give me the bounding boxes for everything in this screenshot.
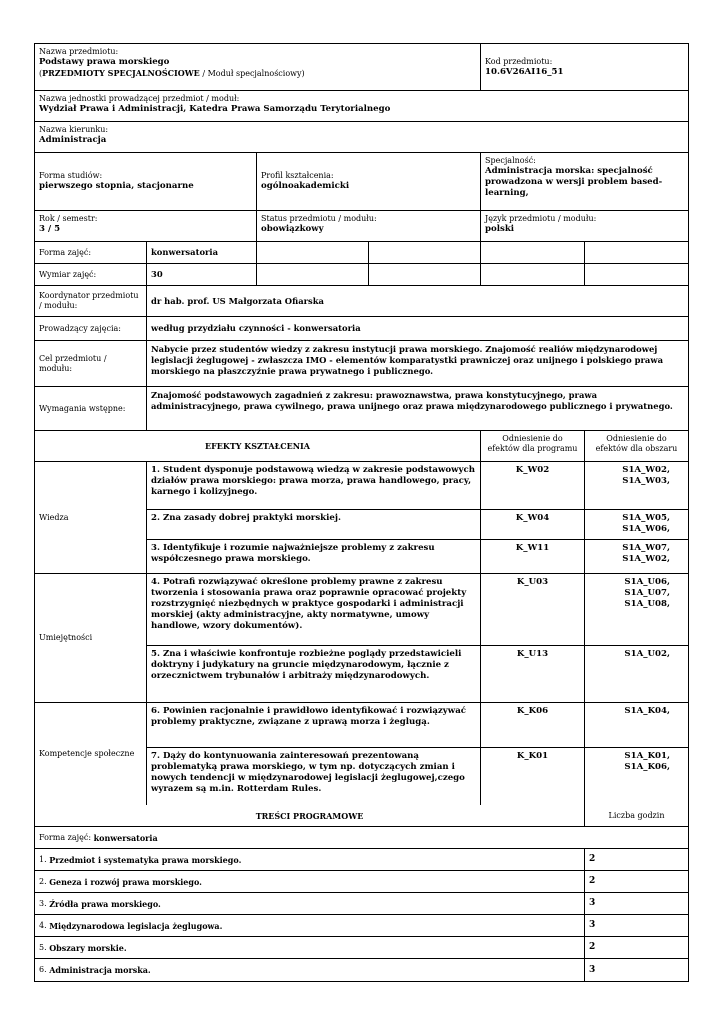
effects-group-name-cell: [35, 462, 147, 573]
goal-label-cell: [35, 341, 147, 386]
course-code-cell: [481, 44, 688, 90]
program-form-row: [35, 827, 688, 849]
topic-hours: 2: [589, 942, 596, 952]
effect-area-ref: S1A_W07, S1A_W02,: [622, 543, 670, 564]
class-form-value: konwersatoria: [151, 247, 219, 257]
requirements-label: Wymagania wstępne:: [39, 403, 126, 413]
effect-program-ref: K_W02: [481, 462, 585, 509]
topic-number: 1.: [39, 854, 50, 864]
course-category: PRZEDMIOTY SPECJALNOŚCIOWE: [42, 68, 200, 78]
goal-value: Nabycie przez studentów wiedzy z zakresu instytucji prawa morskiego. Znajomość realiów międzynarodowej legislacji żeglugowej - zwłaszcza IMO - elementów komparatystki prawniczej oraz unijnego i polskiego prawa morskiego na płaszczyźnie prawa prywatnego i publicznego.: [151, 344, 663, 376]
topic-row: [35, 893, 688, 915]
specialization-cell: [481, 153, 688, 210]
effects-header-row: [35, 431, 688, 462]
field-cell: [35, 122, 688, 152]
topic-hours: 3: [589, 898, 596, 908]
ref-area-header: Odniesienie do efektów dla obszaru: [595, 434, 678, 453]
effects-header: EFEKTY KSZTAŁCENIA: [205, 441, 310, 451]
unit-row: [35, 91, 688, 122]
coordinator-label: Koordynator przedmiotu / modułu:: [39, 291, 139, 310]
ref-program-header: Odniesienie do efektów dla programu: [487, 434, 578, 453]
program-form-value: konwersatoria: [93, 832, 158, 843]
effect-text: 6. Powinien racjonalnie i prawidłowo identyfikować i rozwiązywać problemy praktyczne, związane z uprawą morza i żeglugą.: [147, 703, 481, 747]
course-card: [34, 43, 689, 982]
topic-title-cell: [35, 937, 585, 958]
effect-area-ref: S1A_U06, S1A_U07, S1A_U08,: [624, 577, 670, 609]
requirements-row: [35, 387, 688, 431]
effect-area-ref: S1A_K01, S1A_K06,: [624, 751, 670, 772]
effect-program-ref: K_U13: [481, 646, 585, 702]
topic-row: [35, 849, 688, 871]
empty-cell: [585, 264, 688, 285]
year-label: Rok / semestr:: [39, 214, 98, 223]
topic-hours: 3: [589, 964, 596, 975]
teacher-label: Prowadzący zajęcia:: [39, 323, 121, 333]
field-label: Nazwa kierunku:: [39, 125, 109, 134]
status-label: Status przedmiotu / modułu:: [261, 214, 377, 223]
unit-value: Wydział Prawa i Administracji, Katedra Prawa Samorządu Terytorialnego: [39, 104, 391, 114]
topic-hours: 3: [589, 920, 596, 930]
effect-text: 5. Zna i właściwie konfrontuje rozbieżne poglądy przedstawicieli doktryny i judykatury na gruncie międzynarodowym, łącznie z orzecznictwem trybunałów i arbitraży międzynarodowych.: [147, 646, 481, 702]
class-hours-value-cell: [147, 264, 257, 285]
effect-item: [147, 703, 688, 748]
topic-hours: 2: [589, 876, 596, 886]
effect-text: 3. Identyfikuje i rozumie najważniejsze problemy z zakresu współczesnego prawa morskiego.: [147, 540, 481, 573]
topic-number: 3.: [39, 898, 50, 908]
field-value: Administracja: [39, 135, 107, 145]
course-name-cell: Nazwa przedmiotu: Podstawy prawa morskiego (PRZEDMIOTY SPECJALNOŚCIOWE / Moduł specjalnościowy): [35, 44, 481, 90]
effects-group-name: Umiejętności: [39, 633, 93, 642]
effects-group-row: [35, 462, 688, 574]
effects-group-row: [35, 703, 688, 805]
course-name-label: Nazwa przedmiotu:: [39, 47, 119, 56]
language-value: polski: [485, 224, 515, 234]
effects-group-name: Kompetencje społeczne: [39, 749, 135, 758]
empty-cell: [585, 242, 688, 263]
effects-items: [147, 703, 688, 805]
effect-program-ref: K_W11: [481, 540, 585, 573]
teacher-value-cell: [147, 317, 688, 340]
coordinator-label-cell: [35, 286, 147, 316]
empty-cell: [369, 264, 481, 285]
effect-area-ref: S1A_U02,: [624, 649, 670, 659]
topic-number: 6.: [39, 965, 50, 974]
topic-number: 2.: [39, 876, 50, 886]
effect-item: [147, 748, 688, 805]
effect-text: 2. Zna zasady dobrej praktyki morskiej.: [147, 510, 481, 539]
topic-title: Przedmiot i systematyka prawa morskiego.: [49, 854, 242, 865]
topic-title-cell: [35, 893, 585, 914]
class-hours-label: Wymiar zajęć:: [39, 269, 97, 279]
topic-title: Geneza i rozwój prawa morskiego.: [49, 876, 202, 887]
empty-cell: [481, 264, 585, 285]
effect-text: 4. Potrafi rozwiązywać określone problemy prawne z zakresu tworzenia i stosowania prawa oraz poprawnie opracować projekty rozstrzygnięć niezbędnych w praktyce gospodarki i administracji morskiej (akty administracyjne, akty normatywne, umowy handlowe, wzory dokumentów).: [147, 574, 481, 645]
status-cell: [257, 211, 481, 241]
topic-title: Źródła prawa morskiego.: [49, 898, 161, 909]
program-header-cell: [35, 805, 585, 826]
effects-group-name: Wiedza: [39, 512, 69, 522]
topic-row: [35, 959, 688, 981]
effect-program-ref: K_K06: [481, 703, 585, 747]
effects-items: [147, 462, 688, 573]
requirements-value: Znajomość podstawowych zagadnień z zakresu: prawoznawstwa, prawa konstytucyjnego, prawa administracyjnego, prawa cywilnego, prawa unijnego oraz prawa międzynarodowego publicznego i prywatnego.: [151, 390, 673, 411]
topic-hours: 2: [589, 854, 596, 864]
teacher-value: według przydziału czynności - konwersatoria: [151, 323, 361, 333]
class-form-label-cell: [35, 242, 147, 263]
effect-area-ref: S1A_W05, S1A_W06,: [622, 513, 670, 534]
topic-row: [35, 871, 688, 893]
effect-item: [147, 574, 688, 646]
study-form-label: Forma studiów:: [39, 171, 103, 180]
study-form-cell: [35, 153, 257, 210]
topic-title-cell: [35, 849, 585, 870]
effects-group-name-cell: [35, 574, 147, 702]
effects-group-name-cell: [35, 703, 147, 805]
ref-program-header-cell: [481, 431, 585, 461]
course-code-label: Kod przedmiotu:: [485, 56, 553, 66]
profile-cell: [257, 153, 481, 210]
coordinator-value-cell: [147, 286, 688, 316]
teacher-row: [35, 317, 688, 341]
unit-label: Nazwa jednostki prowadzącej przedmiot / moduł:: [39, 94, 240, 103]
class-hours-value: 30: [151, 269, 163, 279]
coordinator-row: [35, 286, 688, 317]
topic-number: 5.: [39, 942, 50, 952]
effect-area-ref: S1A_W02, S1A_W03,: [622, 465, 670, 486]
empty-cell: [481, 242, 585, 263]
study-form-value: pierwszego stopnia, stacjonarne: [39, 181, 194, 191]
goal-value-cell: [147, 341, 688, 386]
course-category-suffix: / Moduł specjalnościowy): [199, 69, 305, 78]
requirements-value-cell: [147, 387, 688, 430]
effect-item: [147, 646, 688, 702]
topics-body: [35, 849, 688, 981]
language-cell: [481, 211, 688, 241]
teacher-label-cell: [35, 317, 147, 340]
effects-items: [147, 574, 688, 702]
effect-text: 1. Student dysponuje podstawową wiedzą w zakresie podstawowych działów prawa morskiego: prawa morza, prawa handlowego, pracy, karnego i kolizyjnego.: [147, 462, 481, 509]
program-form-label: Forma zajęć:: [39, 832, 92, 842]
effect-item: [147, 540, 688, 573]
effect-item: [147, 462, 688, 510]
study-row: [35, 153, 688, 211]
topic-title-cell: [35, 915, 585, 936]
effect-program-ref: K_K01: [481, 748, 585, 805]
program-form-cell: [35, 827, 688, 848]
goal-row: [35, 341, 688, 387]
topic-title: Administracja morska.: [49, 965, 151, 975]
topic-title-cell: [35, 959, 585, 981]
hours-header-cell: [585, 805, 688, 826]
year-cell: [35, 211, 257, 241]
effect-area-ref: S1A_K04,: [624, 706, 670, 716]
empty-cell: [257, 242, 369, 263]
course-code: 10.6V26AI16_51: [485, 66, 564, 77]
hours-header: Liczba godzin: [608, 810, 665, 820]
topic-number: 4.: [39, 920, 50, 930]
topic-row: [35, 915, 688, 937]
topic-row: [35, 937, 688, 959]
class-form-label: Forma zajęć:: [39, 247, 92, 257]
effect-item: [147, 510, 688, 540]
goal-label: Cel przedmiotu / modułu:: [39, 353, 107, 373]
class-hours-row: [35, 264, 688, 286]
program-header-row: [35, 805, 688, 827]
year-value: 3 / 5: [39, 224, 61, 234]
course-name: Podstawy prawa morskiego: [39, 57, 170, 67]
requirements-label-cell: [35, 387, 147, 430]
empty-cell: [257, 264, 369, 285]
language-label: Język przedmiotu / modułu:: [485, 214, 597, 223]
effect-program-ref: K_W04: [481, 510, 585, 539]
topic-title-cell: [35, 871, 585, 892]
effects-header-cell: [35, 431, 481, 461]
course-name-row: [35, 44, 688, 91]
profile-label: Profil kształcenia:: [261, 171, 334, 180]
effect-program-ref: K_U03: [481, 574, 585, 645]
topic-title: Międzynarodowa legislacja żeglugowa.: [49, 920, 223, 931]
coordinator-value: dr hab. prof. US Małgorzata Ofiarska: [151, 295, 324, 306]
topic-title: Obszary morskie.: [49, 942, 127, 953]
unit-cell: [35, 91, 688, 121]
program-header: TREŚCI PROGRAMOWE: [255, 810, 364, 821]
status-value: obowiązkowy: [261, 224, 324, 234]
year-row: [35, 211, 688, 242]
profile-value: ogólnoakademicki: [261, 181, 350, 191]
specialization-label: Specjalność:: [485, 156, 536, 165]
field-row: [35, 122, 688, 153]
specialization-value: Administracja morska: specjalność prowadzona w wersji problem based-learning,: [485, 166, 663, 198]
effects-body: [35, 462, 688, 805]
effect-text: 7. Dąży do kontynuowania zainteresowań prezentowaną problematyką prawa morskiego, w tym np. dotyczących zmian i nowych tendencji w międzynarodowej legislacji żeglugowej,czego wyrazem są m.in. Rotterdam Rules.: [147, 748, 481, 805]
class-hours-label-cell: [35, 264, 147, 285]
effects-group-row: [35, 574, 688, 703]
class-form-value-cell: [147, 242, 257, 263]
class-form-row: [35, 242, 688, 264]
empty-cell: [369, 242, 481, 263]
ref-area-header-cell: [585, 431, 688, 461]
